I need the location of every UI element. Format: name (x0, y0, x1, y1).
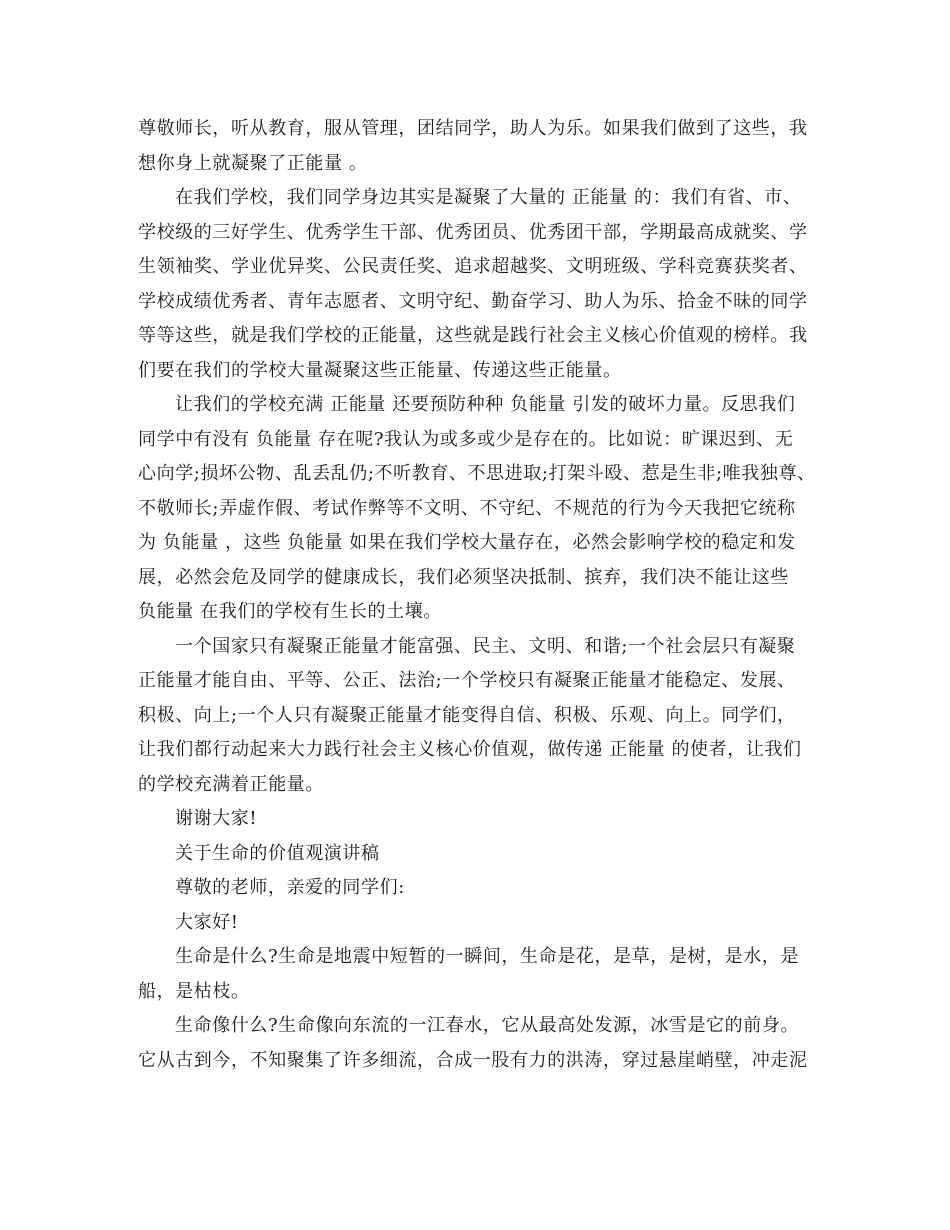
text-line: 船，是枯枝。 (138, 980, 250, 1002)
section-title: 关于生命的价值观演讲稿 (175, 842, 380, 864)
text-line: 学校级的三好学生、优秀学生干部、优秀团员、优秀团干部，学期最高成就奖、学 (138, 221, 808, 243)
closing-thanks: 谢谢大家! (175, 808, 258, 829)
greeting: 大家好! (175, 911, 239, 933)
text-line: 为 负能量 ，这些 负能量 如果在我们学校大量存在，必然会影响学校的稳定和发 (138, 532, 796, 553)
text-line: 的学校充满着正能量。 (138, 773, 324, 795)
text-line: 正能量才能自由、平等、公正、法治;一个学校只有凝聚正能量才能稳定、发展、 (138, 670, 796, 691)
paragraph-start-line: 在我们学校，我们同学身边其实是凝聚了大量的 正能量 的：我们有省、市、 (175, 187, 802, 208)
text-line: 展，必然会危及同学的健康成长，我们必须坚决抵制、摈弃，我们决不能让这些 (138, 566, 789, 588)
salutation: 尊敬的老师，亲爱的同学们: (175, 877, 405, 898)
paragraph-start-line: 生命像什么?生命像向东流的一江春水，它从最高处发源，冰雪是它的前身。 (175, 1015, 800, 1036)
paragraph-start-line: 生命是什么?生命是地震中短暂的一瞬间，生命是花，是草，是树，是水，是 (175, 946, 800, 967)
text-line: 生领袖奖、学业优异奖、公民责任奖、追求超越奖、文明班级、学科竞赛获奖者、 (138, 256, 808, 277)
paragraph-start-line: 一个国家只有凝聚正能量才能富强、民主、文明、和谐;一个社会层只有凝聚 (175, 635, 796, 657)
paragraph-start-line: 让我们的学校充满 正能量 还要预防种种 负能量 引发的破坏力量。反思我们 (175, 394, 796, 415)
text-line: 们要在我们的学校大量凝聚这些正能量、传递这些正能量。 (138, 359, 622, 381)
text-line: 想你身上就凝聚了正能量 。 (138, 152, 368, 174)
text-line: 同学中有没有 负能量 存在呢?我认为或多或少是存在的。比如说：旷课迟到、无 (138, 428, 794, 450)
document-page (138, 112, 818, 1078)
text-line: 心向学;损坏公物、乱丢乱仍;不听教育、不思进取;打架斗殴、惹是生非;唯我独尊、 (138, 463, 816, 484)
text-line: 尊敬师长，听从教育，服从管理，团结同学，助人为乐。如果我们做到了这些，我 (138, 118, 808, 139)
text-line: 学校成绩优秀者、青年志愿者、文明守纪、勤奋学习、助人为乐、拾金不昧的同学 (138, 290, 808, 312)
text-line: 不敬师长;弄虚作假、考试作弊等不文明、不守纪、不规范的行为今天我把它统称 (138, 497, 796, 519)
text-line: 积极、向上;一个人只有凝聚正能量才能变得自信、积极、乐观、向上。同学们， (138, 704, 796, 726)
text-line: 等等这些，就是我们学校的正能量，这些就是践行社会主义核心价值观的榜样。我 (138, 325, 808, 346)
text-line: 它从古到今，不知聚集了许多细流，合成一股有力的洪涛，穿过悬崖峭壁，冲走泥 (138, 1049, 808, 1071)
text-line: 负能量 在我们的学校有生长的土壤。 (138, 601, 442, 622)
text-line: 让我们都行动起来大力践行社会主义核心价值观，做传递 正能量 的使者，让我们 (138, 739, 802, 760)
